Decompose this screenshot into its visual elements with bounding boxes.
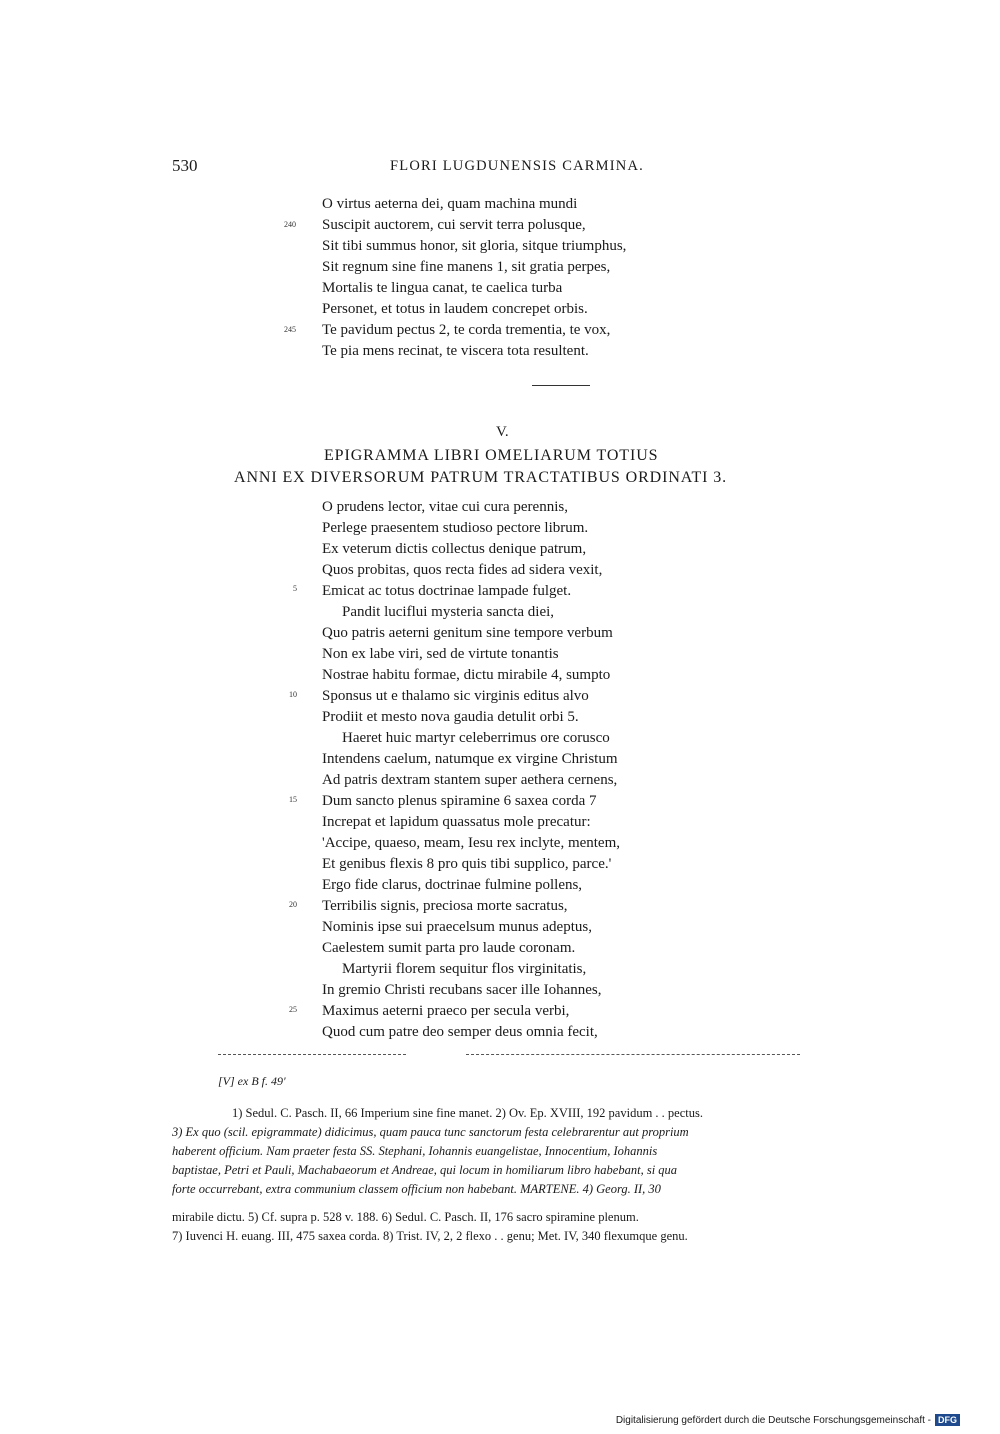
verse-line: Maximus aeterni praeco per secula verbi, [322, 1003, 570, 1019]
section-title-line2: ANNI EX DIVERSORUM PATRUM TRACTATIBUS ORDINATI 3. [234, 469, 728, 486]
verse-line: Nominis ipse sui praecelsum munus adeptus, [322, 919, 592, 935]
verse-line: Perlege praesentem studioso pectore librum. [322, 520, 589, 536]
verse-line: Quo patris aeterni genitum sine tempore verbum [322, 625, 613, 641]
section-separator [532, 385, 590, 386]
verse-line: Intendens caelum, natumque ex virgine Christum [322, 751, 618, 767]
footer-credit [616, 1414, 960, 1426]
footnote-line: 7) Iuvenci H. euang. III, 475 saxea corda. 8) Trist. IV, 2, 2 flexo . . genu; Met. IV, 340 flexumque genu. [172, 1229, 688, 1243]
verse-line: Prodiit et mesto nova gaudia detulit orbi 5. [322, 709, 579, 725]
verse-line: Quos probitas, quos recta fides ad sidera vexit, [322, 562, 603, 578]
verse-line: Haeret huic martyr celeberrimus ore corusco [342, 730, 610, 746]
verse-line: Sponsus ut e thalamo sic virginis editus alvo [322, 688, 589, 704]
verse-line: Caelestem sumit parta pro laude coronam. [322, 940, 576, 956]
footnote-line: 1) Sedul. C. Pasch. II, 66 Imperium sine fine manet. 2) Ov. Ep. XVIII, 192 pavidum . . pectus. [232, 1106, 703, 1120]
line-number: 240 [284, 220, 296, 229]
footnote-rule [466, 1054, 800, 1055]
line-number: 15 [289, 795, 297, 804]
verse-line: Quod cum patre deo semper deus omnia fecit, [322, 1024, 598, 1040]
line-number: 10 [289, 690, 297, 699]
verse-line: Increpat et lapidum quassatus mole precatur: [322, 814, 591, 830]
footnote-line: mirabile dictu. 5) Cf. supra p. 528 v. 188. 6) Sedul. C. Pasch. II, 176 sacro spiramine plenum. [172, 1210, 639, 1224]
verse-line: Nostrae habitu formae, dictu mirabile 4, sumpto [322, 667, 611, 683]
verse-line: Non ex labe viri, sed de virtute tonantis [322, 646, 559, 662]
footnote-line: 3) Ex quo (scil. epigrammate) didicimus, quam pauca tunc sanctorum festa celebrarentur aut proprium [172, 1125, 689, 1139]
line-number: 25 [289, 1005, 297, 1014]
page-number: 530 [172, 156, 198, 175]
verse-line: O prudens lector, vitae cui cura perennis, [322, 499, 568, 515]
line-number: 5 [293, 584, 297, 593]
footnote-rule [218, 1054, 406, 1055]
footnote-line: haberent officium. Nam praeter festa SS. Stephani, Iohannis euangelistae, Innocentium, Iohannis [172, 1144, 658, 1158]
verse-line: Personet, et totus in laudem concrepet orbis. [322, 301, 588, 317]
line-number: 20 [289, 900, 297, 909]
verse-line: Suscipit auctorem, cui servit terra polusque, [322, 217, 586, 233]
footnote-line: forte occurrebant, extra communium classem officium non habebant. MARTENE. 4) Georg. II, 30 [172, 1182, 661, 1196]
verse-line: Te pavidum pectus 2, te corda trementia, te vox, [322, 322, 611, 338]
running-title: FLORI LUGDUNENSIS CARMINA. [390, 158, 644, 174]
verse-line: Mortalis te lingua canat, te caelica turba [322, 280, 563, 296]
footer-text: Digitalisierung gefördert durch die Deutsche Forschungsgemeinschaft - [615, 1414, 931, 1426]
dfg-logo-icon: DFG [935, 1414, 960, 1426]
section-title-line1: EPIGRAMMA LIBRI OMELIARUM TOTIUS [324, 447, 659, 464]
verse-line: Et genibus flexis 8 pro quis tibi supplico, parce.' [322, 856, 612, 872]
verse-line: Te pia mens recinat, te viscera tota resultent. [322, 343, 589, 359]
section-number: V. [496, 424, 509, 440]
verse-line: Martyrii florem sequitur flos virginitatis, [342, 961, 587, 977]
verse-line: Sit regnum sine fine manens 1, sit gratia perpes, [322, 259, 611, 275]
line-number: 245 [284, 325, 296, 334]
verse-line: O virtus aeterna dei, quam machina mundi [322, 196, 578, 212]
footnote-line: baptistae, Petri et Pauli, Machabaeorum et Andreae, qui locum in homiliarum libro habebant, si qua [172, 1163, 678, 1177]
verse-line: In gremio Christi recubans sacer ille Iohannes, [322, 982, 602, 998]
verse-line: Terribilis signis, preciosa morte sacratus, [322, 898, 568, 914]
verse-line: Dum sancto plenus spiramine 6 saxea corda 7 [322, 793, 597, 809]
verse-line: Ergo fide clarus, doctrinae fulmine pollens, [322, 877, 583, 893]
verse-line: Sit tibi summus honor, sit gloria, sitque triumphus, [322, 238, 627, 254]
verse-line: Ex veterum dictis collectus denique patrum, [322, 541, 587, 557]
verse-line: Ad patris dextram stantem super aethera cernens, [322, 772, 618, 788]
verse-line: Pandit luciflui mysteria sancta diei, [342, 604, 555, 620]
verse-line: 'Accipe, quaeso, meam, Iesu rex inclyte, mentem, [322, 835, 621, 851]
apparatus-note: [V] ex B f. 49' [218, 1074, 286, 1088]
verse-line: Emicat ac totus doctrinae lampade fulget. [322, 583, 572, 599]
